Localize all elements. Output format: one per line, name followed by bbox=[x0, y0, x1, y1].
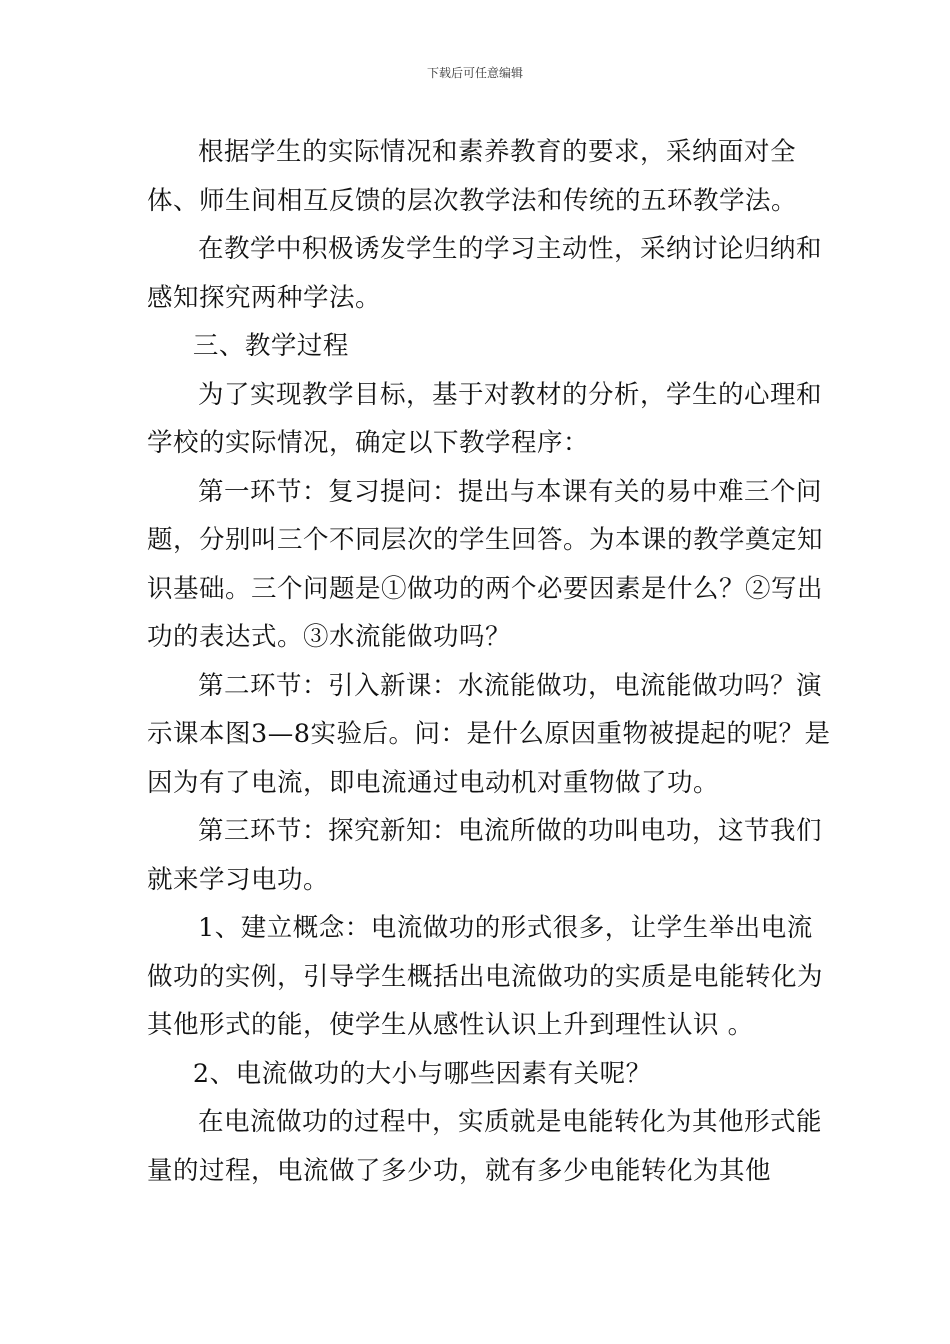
paragraph-energy-conversion: 在电流做功的过程中，实质就是电能转化为其他形式能量的过程，电流做了多少功，就有多少电能转化为其他 bbox=[147, 1107, 823, 1186]
paragraph-learning-method: 在教学中积极诱发学生的学习主动性，采纳讨论归纳和感知探究两种学法。 bbox=[147, 234, 823, 313]
paragraph-build-concept: 1、建立概念：电流做功的形式很多，让学生举出电流做功的实例，引导学生概括出电流做功的实质是电能转化为其他形式的能，使学生从感性认识上升到理性认识 。 bbox=[147, 913, 824, 1040]
paragraph-step-two: 第二环节：引入新课：水流能做功，电流能做功吗？演示课本图3—8实验后。问：是什么原因重物被提起的呢？是因为有了电流，即电流通过电动机对重物做了功。 bbox=[147, 670, 831, 798]
document-body bbox=[147, 128, 837, 1195]
paragraph-work-factors-question: 2、电流做功的大小与哪些因素有关呢？ bbox=[192, 1058, 652, 1089]
section-heading-teaching-process: 三、教学过程 bbox=[192, 331, 349, 361]
paragraph-step-one: 第一环节：复习提问：提出与本课有关的易中难三个问题，分别叫三个不同层次的学生回答。为本课的教学奠定知识基础。三个问题是①做功的两个必要因素是什么？②写出功的表达式。③水流能做功吗？ bbox=[147, 476, 824, 652]
page-header: 下载后可任意编辑 bbox=[426, 66, 523, 80]
paragraph-step-three: 第三环节：探究新知：电流所做的功叫电功，这节我们就来学习电功。 bbox=[147, 816, 823, 895]
paragraph-teaching-procedure: 为了实现教学目标，基于对教材的分析，学生的心理和学校的实际情况，确定以下教学程序： bbox=[147, 379, 823, 458]
paragraph-teaching-method: 根据学生的实际情况和素养教育的要求，采纳面对全体、师生间相互反馈的层次教学法和传统的五环教学法。 bbox=[147, 137, 798, 216]
